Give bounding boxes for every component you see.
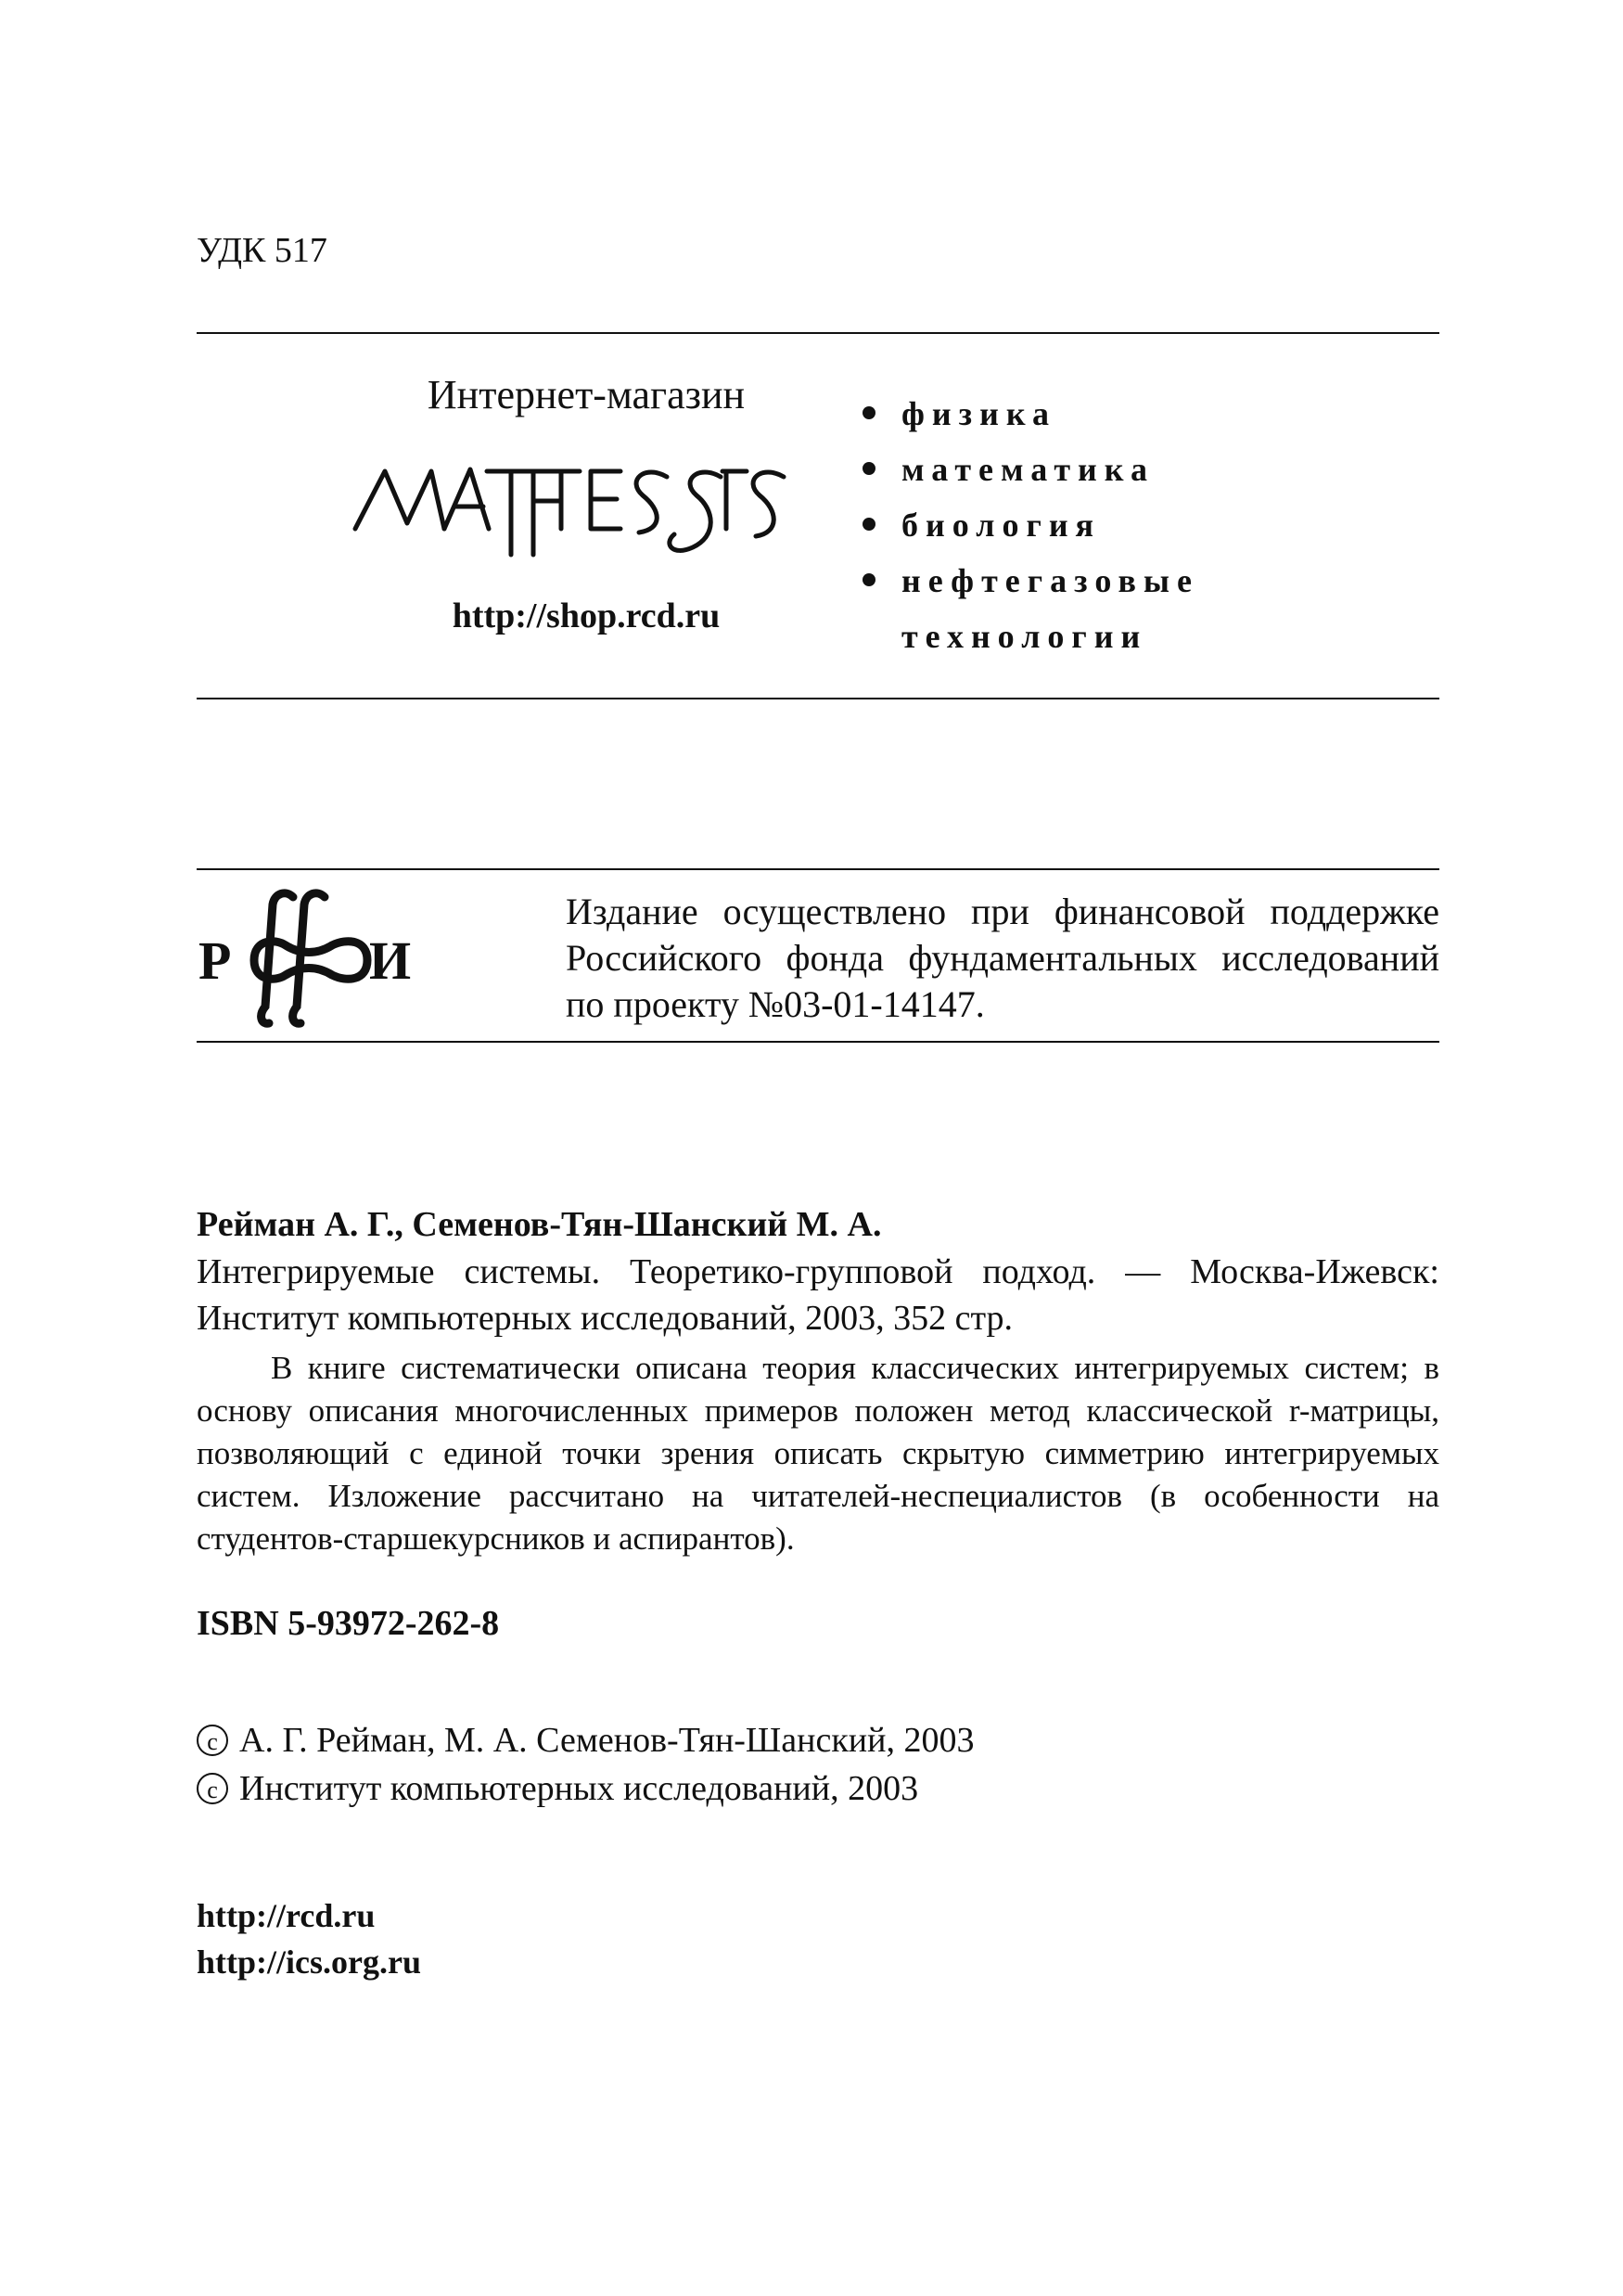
topic-item: физика bbox=[863, 386, 1199, 442]
support-text: Издание осуществлено при финансовой поддержке Российского фонда фундаментальных исследований по проекту №03-01-14147. bbox=[566, 891, 1439, 1025]
isbn: ISBN 5-93972-262-8 bbox=[197, 1604, 500, 1643]
svg-text:И: И bbox=[369, 930, 412, 991]
rcd-link[interactable]: http://rcd.ru bbox=[197, 1897, 376, 1934]
udk-code: УДК 517 bbox=[197, 231, 327, 270]
ics-link[interactable]: http://ics.org.ru bbox=[197, 1943, 421, 1981]
copyright-icon: c bbox=[197, 1725, 228, 1756]
copyright-icon: c bbox=[197, 1773, 228, 1804]
shop-label: Интернет-магазин bbox=[427, 372, 746, 417]
shop-url-link[interactable]: http://shop.rcd.ru bbox=[452, 596, 721, 635]
copyright-line: c А. Г. Рейман, М. А. Семенов-Тян-Шанский, 2003 bbox=[197, 1716, 974, 1764]
bullet-icon bbox=[863, 406, 875, 419]
svg-text:Р: Р bbox=[198, 930, 232, 991]
divider bbox=[197, 868, 1439, 870]
topics-list bbox=[863, 386, 1199, 664]
divider bbox=[197, 1041, 1439, 1043]
divider bbox=[197, 698, 1439, 699]
bullet-icon bbox=[863, 462, 875, 475]
topic-item: математика bbox=[863, 442, 1199, 497]
book-authors: Рейман А. Г., Семенов-Тян-Шанский М. А. bbox=[197, 1205, 882, 1244]
topic-item: нефтегазовые bbox=[863, 553, 1199, 609]
divider bbox=[197, 332, 1439, 334]
bullet-icon bbox=[863, 518, 875, 531]
svg-text:РФФИ: РФФИ bbox=[197, 886, 199, 887]
topic-item: биология bbox=[863, 497, 1199, 553]
mathesis-logo-icon bbox=[348, 443, 793, 583]
book-abstract: В книге систематически описана теория классических интегрируемых систем; в основу описания многочисленных примеров положен метод классической r-матрицы, позволяющий с единой точки зрения описать скрытую симметрию интегрируемых систем. Изложение рассчитано на читателей-неспециалистов (в особенности на студентов-старшекурсников и аспирантов). bbox=[197, 1350, 1439, 1557]
rffi-logo-icon bbox=[197, 886, 419, 1030]
copyright-line: c Институт компьютерных исследований, 2003 bbox=[197, 1764, 974, 1813]
links-block bbox=[197, 1892, 421, 1985]
topic-item-continuation: технологии bbox=[901, 618, 1148, 655]
copyright-block bbox=[197, 1716, 974, 1813]
bullet-icon bbox=[863, 573, 875, 586]
book-description: Интегрируемые системы. Теоретико-групповой подход. — Москва-Ижевск: Институт компьютерных исследований, 2003, 352 стр. bbox=[197, 1252, 1439, 1338]
logo-text: MATHESIS bbox=[348, 443, 352, 444]
